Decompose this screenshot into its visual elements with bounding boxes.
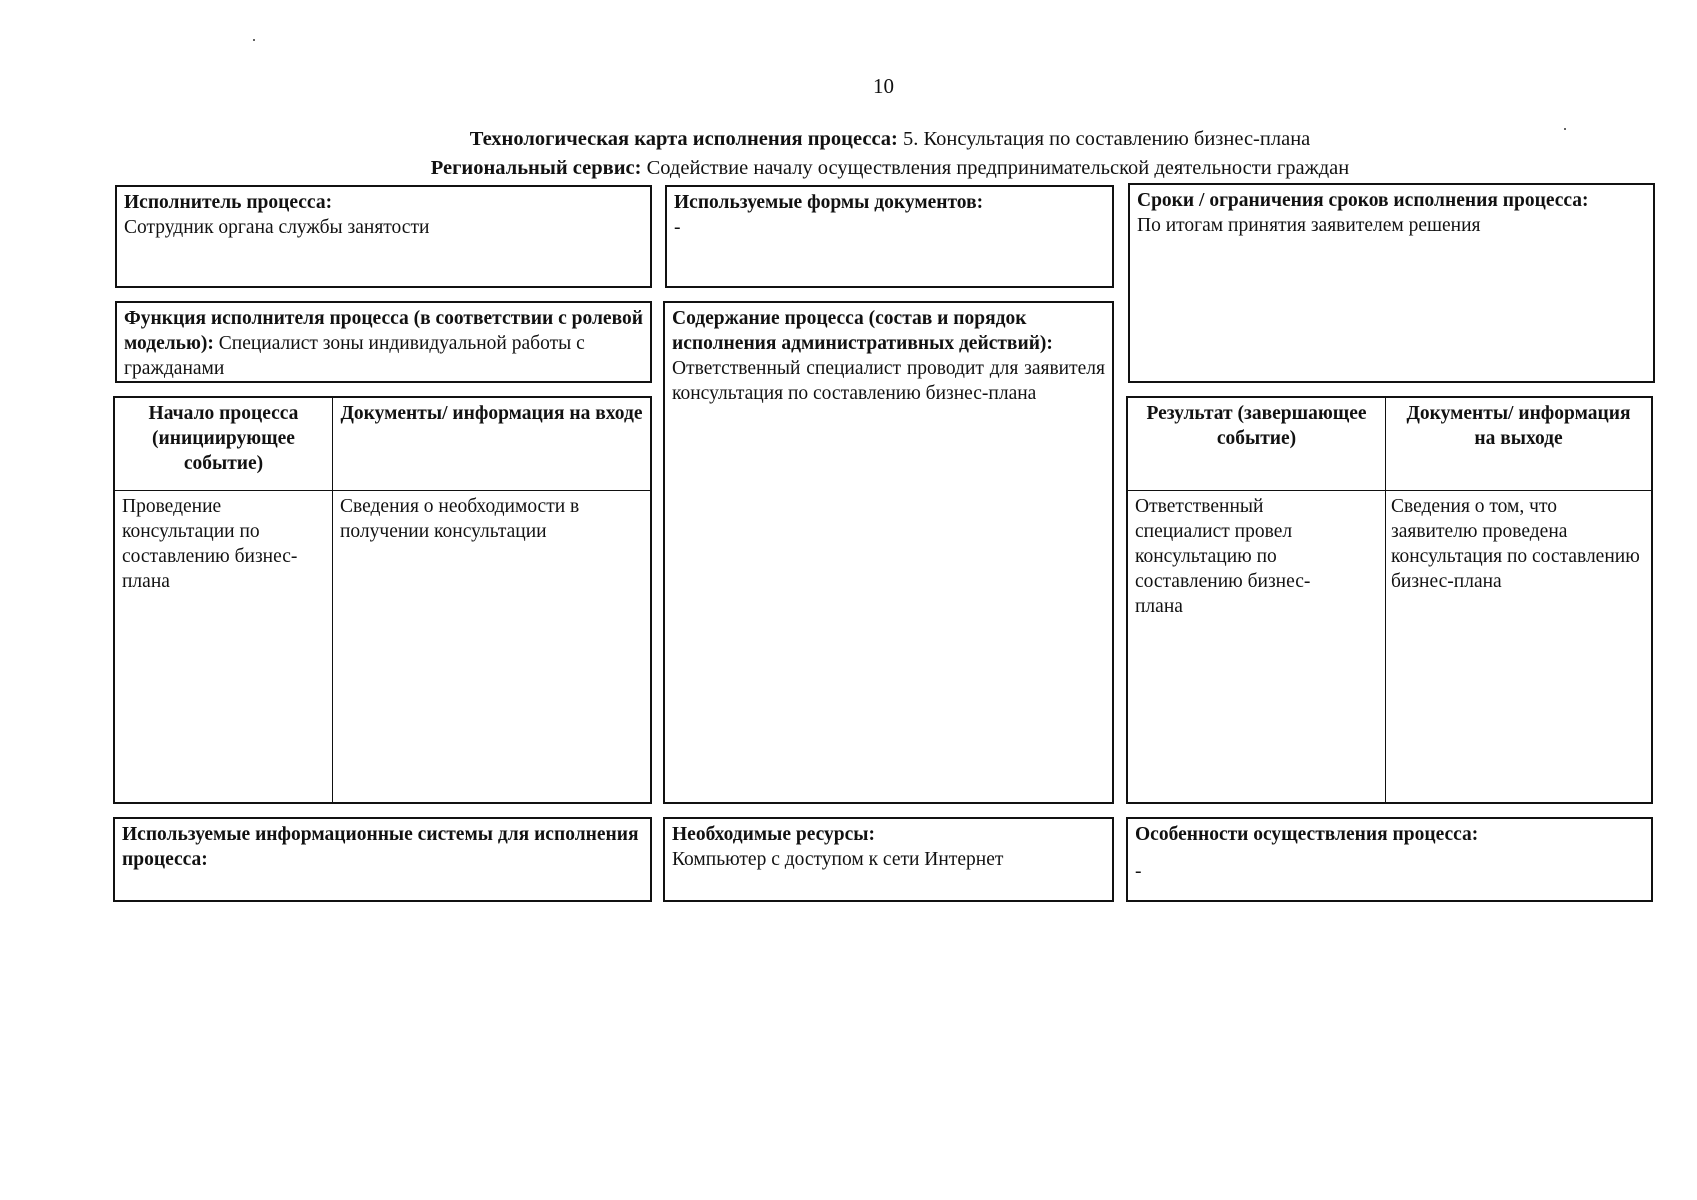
terms-value: По итогам принятия заявителем решения xyxy=(1137,215,1481,236)
content-box xyxy=(663,301,1114,804)
output-table-cell-docs: Сведения о том, что заявителю проведена консультация по составлению бизнес-плана xyxy=(1391,496,1640,592)
input-table xyxy=(113,396,652,804)
forms-box xyxy=(665,185,1114,288)
function-label: Функция исполнителя процесса (в соответствии с ролевой моделью): xyxy=(124,308,643,354)
input-table-header-docs: Документы/ информация на входе xyxy=(340,403,643,424)
features-value: - xyxy=(1135,861,1142,882)
executor-box xyxy=(115,185,652,288)
output-table xyxy=(1126,396,1653,804)
input-table-cell-start: Проведение консультации по составлению бизнес-плана xyxy=(122,496,298,592)
output-table-header-docs: Документы/ информация на выходе xyxy=(1406,403,1631,449)
executor-value: Сотрудник органа службы занятости xyxy=(124,217,430,238)
systems-label: Используемые информационные системы для исполнения процесса: xyxy=(122,824,639,870)
function-box xyxy=(115,301,652,383)
features-box xyxy=(1126,817,1653,902)
content-value: Ответственный специалист проводит для заявителя консультация по составлению бизнес-плана xyxy=(672,358,1105,404)
process-title-label: Технологическая карта исполнения процесса: xyxy=(469,128,898,150)
executor-label: Исполнитель процесса: xyxy=(124,192,333,213)
systems-box xyxy=(113,817,652,902)
forms-value: - xyxy=(674,217,681,238)
regional-service-value: Содействие началу осуществления предпринимательской деятельности граждан xyxy=(641,157,1350,179)
terms-label: Сроки / ограничения сроков исполнения процесса: xyxy=(1137,190,1589,211)
output-table-header-result: Результат (завершающее событие) xyxy=(1146,403,1367,449)
forms-label: Используемые формы документов: xyxy=(674,192,984,213)
input-table-header-start: Начало процесса (инициирующее событие) xyxy=(148,403,299,474)
regional-service xyxy=(0,154,1697,182)
resources-label: Необходимые ресурсы: xyxy=(672,824,876,845)
resources-value: Компьютер с доступом к сети Интернет xyxy=(672,849,1004,870)
terms-box xyxy=(1128,183,1655,383)
output-table-cell-result: Ответственный специалист провел консультацию по составлению бизнес-плана xyxy=(1135,496,1311,617)
features-label: Особенности осуществления процесса: xyxy=(1135,824,1479,845)
input-table-cell-docs: Сведения о необходимости в получении консультации xyxy=(340,496,580,542)
content-label: Содержание процесса (состав и порядок исполнения административных действий): xyxy=(672,308,1053,354)
regional-service-label: Региональный сервис: xyxy=(430,157,642,179)
process-title-value: 5. Консультация по составлению бизнес-плана xyxy=(897,128,1311,150)
scan-speck xyxy=(253,39,255,41)
process-title xyxy=(0,125,1697,153)
resources-box xyxy=(663,817,1114,902)
page-number: 10 xyxy=(873,74,894,98)
function-value: Специалист зоны индивидуальной работы с гражданами xyxy=(124,333,585,379)
